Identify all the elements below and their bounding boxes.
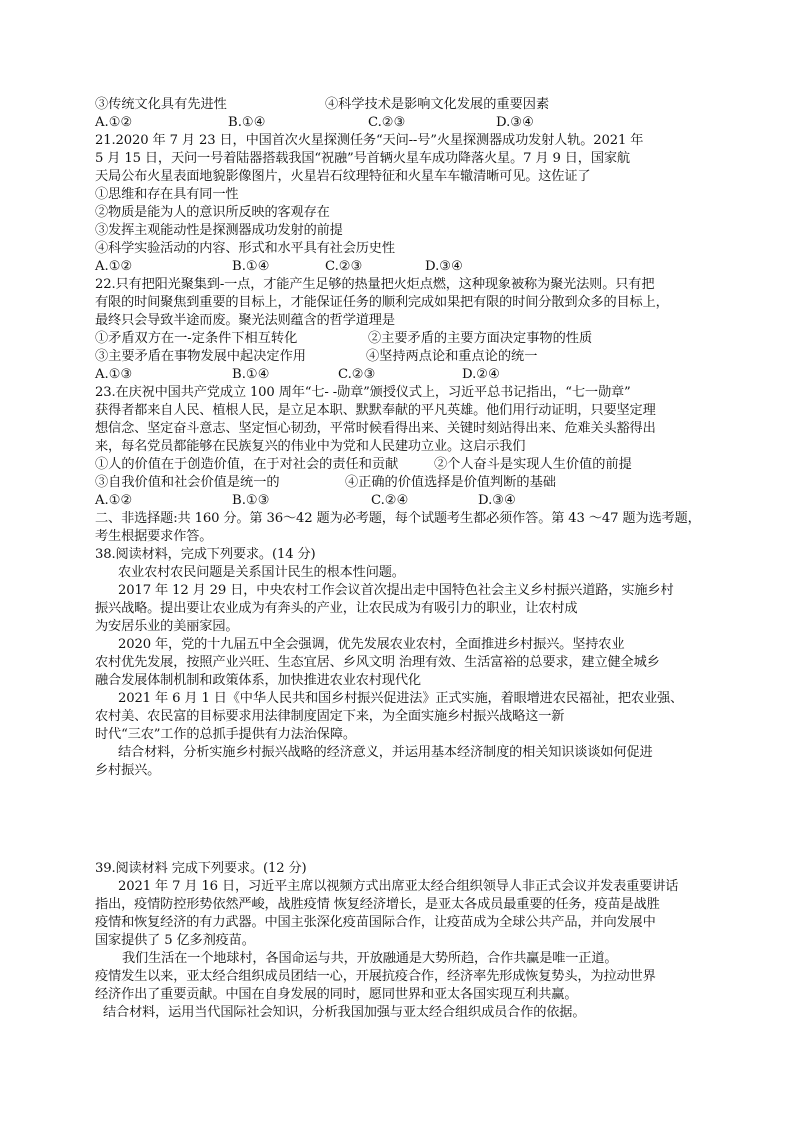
q38-material-line: 2021 年 6 月 1 日《中华人民共和国乡村振兴促进法》正式实施，着眼增进农民福祉，把农业强、 [118,691,684,706]
q39-question-line: 结合材料，运用当代国际社会知识，分析我国加强与亚太经合组织成员合作的依据。 [103,1005,586,1020]
q38-material-line: 农业农村农民问题是关系国计民生的根本性问题。 [118,565,405,580]
q23-option-a: A.①② [95,493,133,508]
q23-stem-line: 获得者都来自人民、植根人民，是立足本职、默默奉献的平凡英雄。他们用行动证明，只要坚定理 [95,403,656,418]
section-heading: 二、非选择题:共 160 分。第 36～42 题为必考题，每个试题考生都必须作答。第 43 ～47 题为选考题， [95,511,701,526]
q39-title: 39.阅读材料 完成下列要求。(12 分) [95,861,307,876]
q21-option-c: C.②③ [325,259,363,274]
q22-stem-line: 有限的时间聚焦到重要的目标上，才能保证任务的顺利完成如果把有限的时间分散到众多的目标上， [95,295,669,310]
q23-item-3: ③自我价值和社会价值是统一的 [95,475,280,490]
section-heading: 考生根据要求作答。 [95,529,213,544]
q22-option-d: D.②④ [462,367,500,382]
q22-item-3: ③主要矛盾在事物发展中起决定作用 [95,349,306,364]
q20-item-4: ④科学技术是影响文化发展的重要因素 [325,97,550,112]
q23-stem-line: 想信念、坚定奋斗意志、坚定恒心韧劲，平常时候看得出来、关键时刻站得出来、危难关头豁得出 [95,421,656,436]
q23-stem-line: 23.在庆祝中国共产党成立 100 周年“七- -勋章”颁授仪式上，习近平总书记指出，“七一勋章” [95,385,631,400]
q22-stem-line: 22.只有把阳光聚集到-一点，才能产生足够的热量把火炬点燃，这种现象被称为聚光法则。只有把 [95,277,655,292]
q39-material-line: 国家提供了 5 亿多剂疫苗。 [95,933,255,948]
q39-material-line: 疫情发生以来，亚太经合组织成员团结一心，开展抗疫合作，经济率先形成恢复势头，为拉动世界 [95,969,656,984]
q21-stem-line: 21.2020 年 7 月 23 日，中国首次火星探测任务“天问--号”火星探测器成功发射人轨。2021 年 [95,133,644,148]
q22-option-a: A.①③ [95,367,133,382]
q38-material-line: 2017 年 12 月 29 日，中央农村工作会议首次提出走中国特色社会主义乡村振兴道路，实施乡村 [118,583,674,598]
q39-material-line: 2021 年 7 月 16 日，习近平主席以视频方式出席亚太经合组织领导人非正式会议并发表重要讲话 [118,879,679,894]
q23-option-c: C.②④ [371,493,409,508]
q23-stem-line: 来，每名党员都能够在民族复兴的伟业中为党和人民建功立业。这启示我们 [95,439,526,454]
q21-item-1: ①思维和存在具有同一性 [95,187,239,202]
q20-option-b: B.①④ [228,115,266,130]
q20-option-c: C.②③ [368,115,406,130]
q23-option-b: B.①③ [232,493,270,508]
q22-item-1: ①矛盾双方在一-定条件下相互转化 [95,331,298,346]
q21-stem-line: 天局公布火星表面地貌影像图片，火星岩石纹理特征和火星车车辙清晰可见。这佐证了 [95,169,591,184]
q23-item-4: ④正确的价值选择是价值判断的基础 [345,475,556,490]
q23-option-d: D.③④ [478,493,516,508]
q39-material-line: 疫情和恢复经济的有力武器。中国主张深化疫苗国际合作，让疫苗成为全球公共产品，并向发展中 [95,915,656,930]
q38-question-line: 乡村振兴。 [95,763,161,778]
q23-item-1: ①人的价值在于创造价值，在于对社会的责任和贡献 [95,457,399,472]
q21-option-a: A.①② [95,259,133,274]
q38-material-line: 融合发展体制机制和政策体系，加快推进农业农村现代化 [95,673,421,688]
q21-item-3: ③发挥主观能动性是探测器成功发射的前提 [95,223,343,238]
q22-item-4: ④坚持两点论和重点论的统一 [366,349,538,364]
q39-material-line: 经济作出了重要贡献。中国在自身发展的同时，愿同世界和亚太各国实现互利共赢。 [95,987,578,1002]
q38-material-line: 为安居乐业的美丽家园。 [95,619,239,634]
q38-material-line: 农村优先发展，按照产业兴旺、生态宜居、乡风文明 治理有效、生活富裕的总要求，建立健全城乡 [95,655,660,670]
q38-material-line: 农村美、农民富的目标要求用法律制度固定下来，为全面实施乡村振兴战略这一新 [95,709,565,724]
q38-question-line: 结合材料，分析实施乡村振兴战略的经济意义，并运用基本经济制度的相关知识谈谈如何促进 [118,745,653,760]
q22-item-2: ②主要矛盾的主要方面决定事物的性质 [368,331,593,346]
q22-option-c: C.②③ [338,367,376,382]
q39-material-line: 我们生活在一个地球村，各国命运与共，开放融通是大势所趋，合作共赢是唯一正道。 [122,951,618,966]
q38-title: 38.阅读材料，完成下列要求。(14 分) [95,547,316,562]
q21-item-2: ②物质是能为人的意识所反映的客观存在 [95,205,330,220]
q38-material-line: 2020 年，党的十九届五中全会强调，优先发展农业农村，全面推进乡村振兴。坚持农业 [118,637,625,652]
q22-stem-line: 最终只会导致半途而废。聚光法则蕴含的哲学道理是 [95,313,395,328]
q20-option-a: A.①② [95,115,133,130]
q21-stem-line: 5 月 15 日，天问一号着陆器搭载我国“祝融”号首辆火星车成功降落火星。7 月 9 日，国家航 [95,151,630,166]
q22-option-b: B.①④ [232,367,270,382]
q21-option-b: B.①④ [232,259,270,274]
q38-material-line: 时代“三农”工作的总抓手提供有力法治保障。 [95,727,356,742]
q21-option-d: D.③④ [425,259,463,274]
q39-material-line: 指出，疫情防控形势依然严峻，战胜疫情 恢复经济增长，是亚太各成员最重要的任务，疫苗是战胜 [95,897,660,912]
q21-item-4: ④科学实验活动的内容、形式和水平具有社会历史性 [95,241,395,256]
q23-item-2: ②个人奋斗是实现人生价值的前提 [434,457,632,472]
q20-item-3: ③传统文化具有先进性 [95,97,227,112]
q20-option-d: D.③④ [496,115,534,130]
q38-material-line: 振兴战略。提出要让农业成为有奔头的产业，让农民成为有吸引力的职业，让农村成 [95,601,578,616]
